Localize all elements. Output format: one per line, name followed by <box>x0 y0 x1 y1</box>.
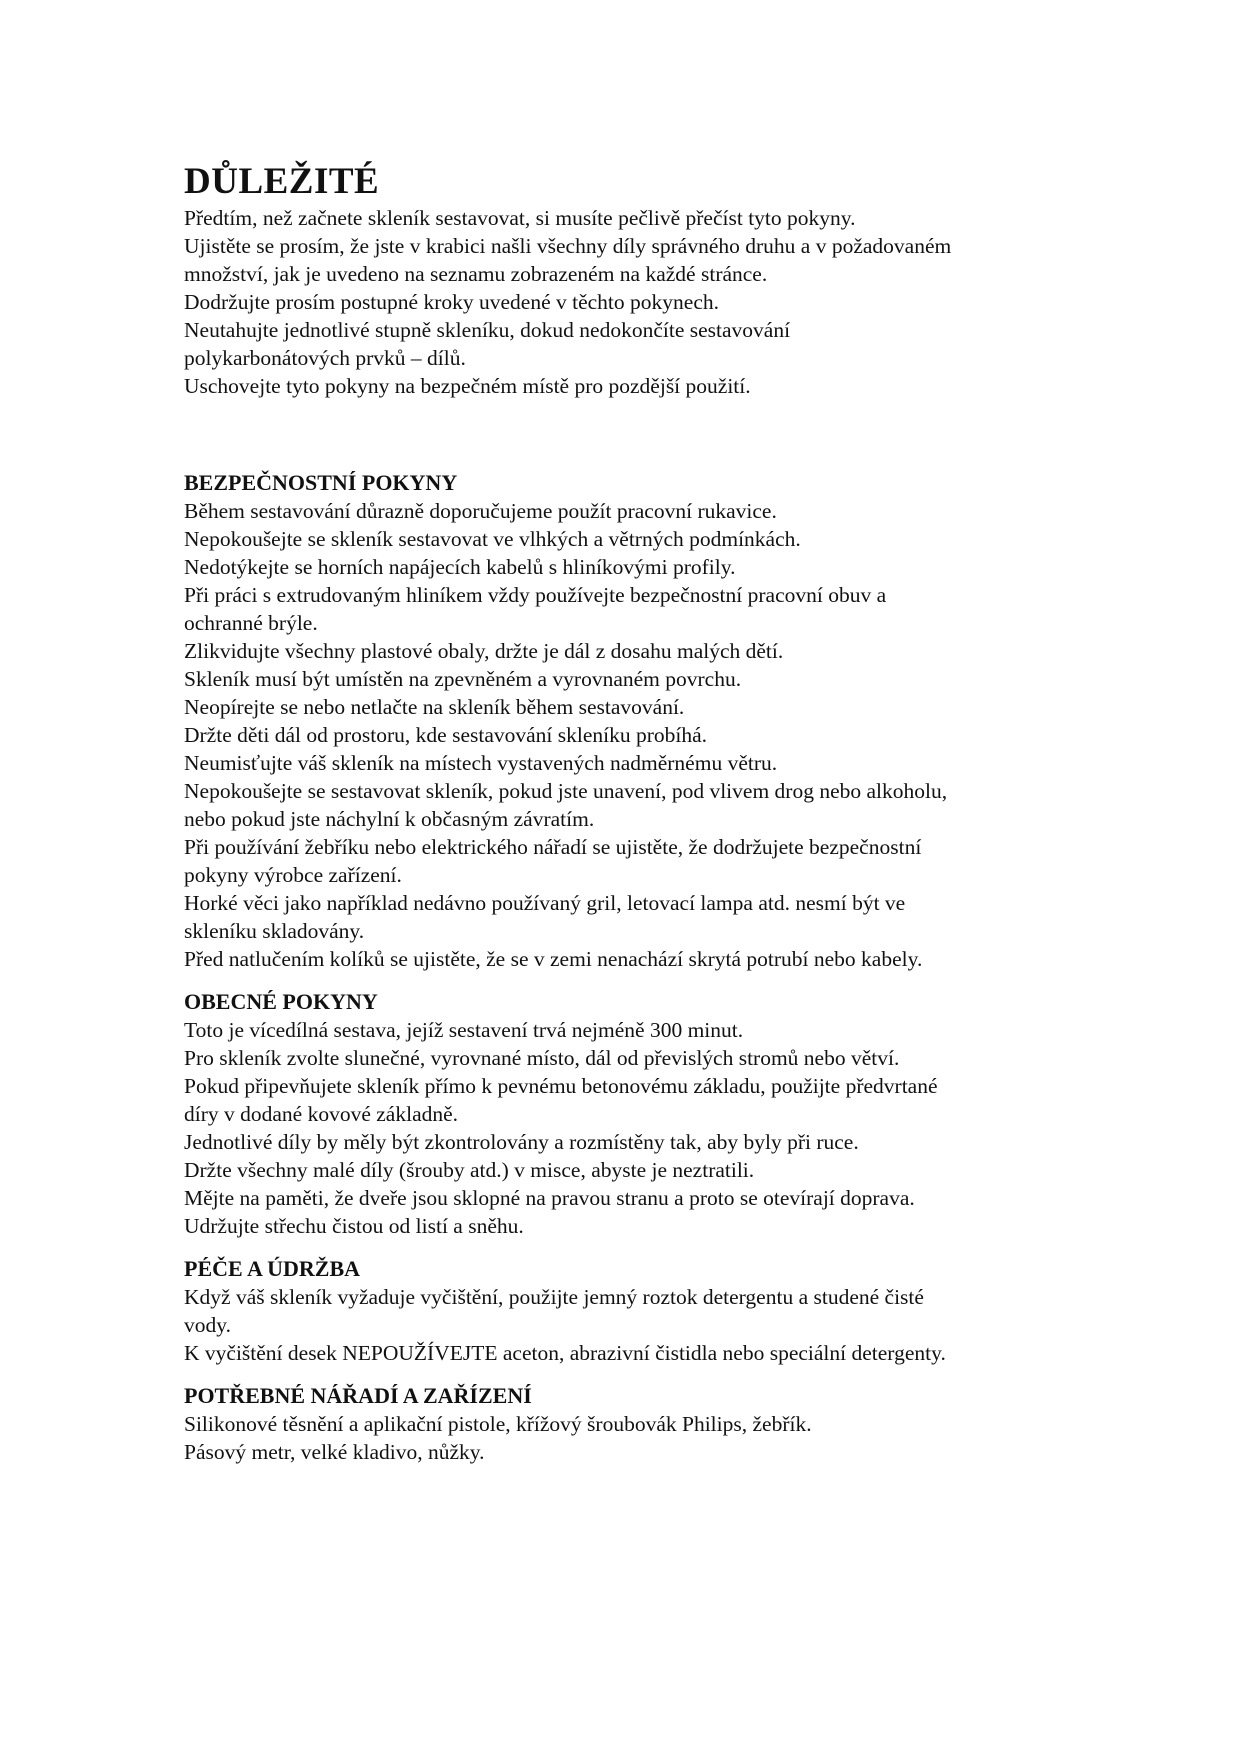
general-line: Držte všechny malé díly (šrouby atd.) v misce, abyste je neztratili. <box>184 1158 755 1182</box>
section-spacer <box>184 973 1084 988</box>
safety-line: Neumisťujte váš skleník na místech vystavených nadměrnému větru. <box>184 751 778 775</box>
important-line: množství, jak je uvedeno na seznamu zobrazeném na každé stránce. <box>184 262 768 286</box>
tools-line: Pásový metr, velké kladivo, nůžky. <box>184 1440 485 1464</box>
tools-line: Silikonové těsnění a aplikační pistole, křížový šroubovák Philips, žebřík. <box>184 1412 812 1436</box>
safety-line: ochranné brýle. <box>184 611 318 635</box>
section-spacer <box>184 1240 1084 1255</box>
safety-line: Nepokoušejte se skleník sestavovat ve vlhkých a větrných podmínkách. <box>184 527 801 551</box>
safety-section <box>184 469 1084 973</box>
general-heading: OBECNÉ POKYNY <box>184 989 378 1014</box>
general-section <box>184 988 1084 1240</box>
general-line: Toto je vícedílná sestava, jejíž sestavení trvá nejméně 300 minut. <box>184 1018 744 1042</box>
safety-line: pokyny výrobce zařízení. <box>184 863 402 887</box>
safety-line: Skleník musí být umístěn na zpevněném a vyrovnaném povrchu. <box>184 667 742 691</box>
important-line: Uschovejte tyto pokyny na bezpečném místě pro pozdější použití. <box>184 374 751 398</box>
important-line: Neutahujte jednotlivé stupně skleníku, dokud nedokončíte sestavování <box>184 318 791 342</box>
safety-line: Před natlučením kolíků se ujistěte, že se v zemi nenachází skrytá potrubí nebo kabely. <box>184 947 923 971</box>
tools-section <box>184 1382 1084 1466</box>
important-line: Ujistěte se prosím, že jste v krabici našli všechny díly správného druhu a v požadovaném <box>184 234 952 258</box>
safety-line: Během sestavování důrazně doporučujeme použít pracovní rukavice. <box>184 499 777 523</box>
care-section <box>184 1255 1084 1367</box>
section-spacer <box>184 1367 1084 1382</box>
safety-heading: BEZPEČNOSTNÍ POKYNY <box>184 470 458 495</box>
safety-line: nebo pokud jste náchylní k občasným závratím. <box>184 807 595 831</box>
safety-line: skleníku skladovány. <box>184 919 365 943</box>
care-line: Když váš skleník vyžaduje vyčištění, použijte jemný roztok detergentu a studené čisté <box>184 1285 924 1309</box>
safety-line: Neopírejte se nebo netlačte na skleník během sestavování. <box>184 695 685 719</box>
general-line: Pro skleník zvolte slunečné, vyrovnané místo, dál od převislých stromů nebo větví. <box>184 1046 900 1070</box>
important-section <box>184 160 1084 400</box>
general-line: Udržujte střechu čistou od listí a sněhu. <box>184 1214 524 1238</box>
safety-line: Nepokoušejte se sestavovat skleník, pokud jste unavení, pod vlivem drog nebo alkoholu, <box>184 779 948 803</box>
care-line: K vyčištění desek NEPOUŽÍVEJTE aceton, abrazivní čistidla nebo speciální detergenty. <box>184 1341 946 1365</box>
safety-line: Nedotýkejte se horních napájecích kabelů s hliníkovými profily. <box>184 555 736 579</box>
section-spacer <box>184 400 1084 469</box>
general-line: díry v dodané kovové základně. <box>184 1102 459 1126</box>
important-line: Předtím, než začnete skleník sestavovat, si musíte pečlivě přečíst tyto pokyny. <box>184 206 856 230</box>
general-line: Pokud připevňujete skleník přímo k pevnému betonovému základu, použijte předvrtané <box>184 1074 938 1098</box>
safety-line: Zlikvidujte všechny plastové obaly, držte je dál z dosahu malých dětí. <box>184 639 784 663</box>
document-page <box>184 160 1084 1466</box>
safety-line: Při práci s extrudovaným hliníkem vždy používejte bezpečnostní pracovní obuv a <box>184 583 887 607</box>
care-heading: PÉČE A ÚDRŽBA <box>184 1256 361 1281</box>
tools-heading: POTŘEBNÉ NÁŘADÍ A ZAŘÍZENÍ <box>184 1383 532 1408</box>
safety-line: Při používání žebříku nebo elektrického nářadí se ujistěte, že dodržujete bezpečnostní <box>184 835 922 859</box>
general-line: Mějte na paměti, že dveře jsou sklopné na pravou stranu a proto se otevírají doprava. <box>184 1186 915 1210</box>
safety-line: Držte děti dál od prostoru, kde sestavování skleníku probíhá. <box>184 723 708 747</box>
page-title: DŮLEŽITÉ <box>184 161 380 202</box>
general-line: Jednotlivé díly by měly být zkontrolovány a rozmístěny tak, aby byly při ruce. <box>184 1130 859 1154</box>
important-line: polykarbonátových prvků – dílů. <box>184 346 466 370</box>
important-line: Dodržujte prosím postupné kroky uvedené v těchto pokynech. <box>184 290 719 314</box>
care-line: vody. <box>184 1313 231 1337</box>
safety-line: Horké věci jako například nedávno používaný gril, letovací lampa atd. nesmí být ve <box>184 891 906 915</box>
